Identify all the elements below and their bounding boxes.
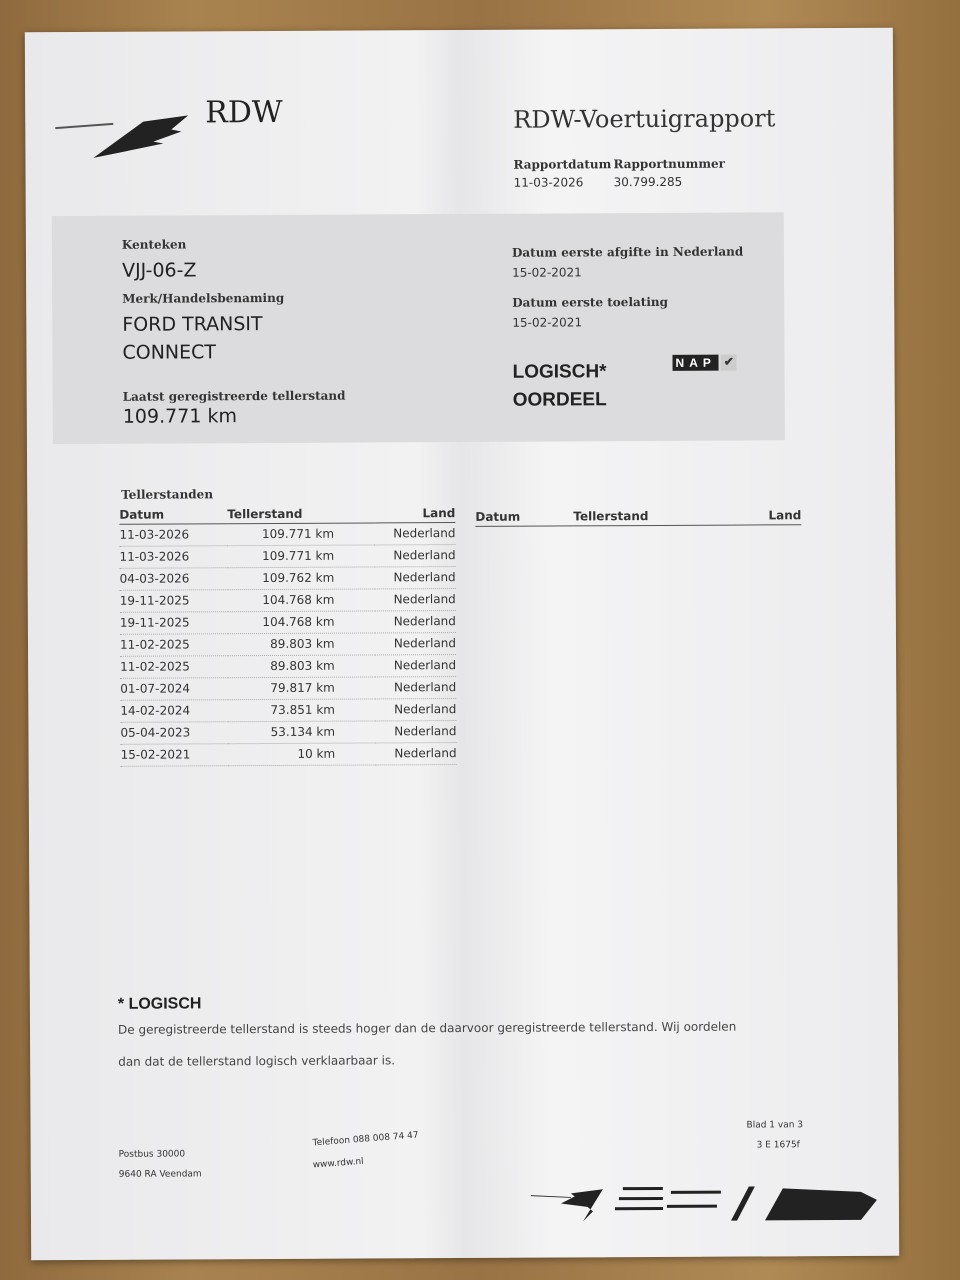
cell-land: Nederland	[374, 589, 456, 611]
document-page	[25, 28, 899, 1261]
table-row	[120, 677, 456, 701]
cell-tellerstand: 53.134 km	[228, 721, 375, 744]
merk-line2: CONNECT	[122, 341, 217, 364]
footer-web[interactable]: www.rdw.nl	[312, 1156, 365, 1171]
cell-datum: 11-02-2025	[120, 656, 228, 679]
table-row	[121, 743, 457, 767]
col-tellerstand: Tellerstand	[573, 507, 732, 526]
kenteken-label: Kenteken	[121, 237, 187, 252]
rapportnummer: 30.799.285	[613, 174, 683, 190]
col-datum: Datum	[475, 507, 573, 526]
footer-code: 3 E 1675f	[756, 1140, 800, 1151]
oordeel-line2: OORDEEL	[512, 389, 607, 411]
afgifte-label: Datum eerste afgifte in Nederland	[511, 244, 744, 260]
cell-tellerstand: 79.817 km	[228, 677, 375, 700]
cell-datum: 14-02-2024	[120, 700, 228, 723]
cell-land: Nederland	[375, 743, 457, 765]
cell-tellerstand: 89.803 km	[228, 655, 375, 678]
oordeel-line1: LOGISCH*	[512, 361, 607, 383]
brand-name: RDW	[205, 94, 283, 131]
table-row	[120, 611, 456, 635]
cell-land: Nederland	[374, 545, 456, 567]
cell-datum: 01-07-2024	[120, 678, 228, 701]
kenteken: VJJ-06-Z	[121, 259, 197, 282]
col-land: Land	[732, 506, 802, 525]
tellerstanden-title: Tellerstanden	[121, 487, 214, 502]
note-title: * LOGISCH	[117, 995, 202, 1013]
cell-tellerstand: 109.771 km	[227, 545, 374, 568]
cell-datum: 05-04-2023	[120, 722, 228, 745]
cell-datum: 04-03-2026	[120, 568, 228, 591]
table-row	[120, 721, 456, 745]
cell-land: Nederland	[374, 523, 456, 545]
rdw-logo-icon	[53, 101, 193, 162]
cell-land: Nederland	[375, 721, 457, 743]
footer-page: Blad 1 van 3	[746, 1120, 804, 1131]
cell-tellerstand: 104.768 km	[228, 611, 375, 634]
rdw-stripe-logo-icon	[531, 1180, 881, 1232]
cell-tellerstand: 109.762 km	[228, 567, 375, 590]
checkmark-icon: ✔	[721, 355, 737, 371]
cell-land: Nederland	[375, 655, 457, 677]
cell-land: Nederland	[374, 567, 456, 589]
table-row	[120, 633, 456, 657]
report-title: RDW-Voertuigrapport	[513, 104, 776, 134]
merk-label: Merk/Handelsbenaming	[122, 290, 285, 306]
cell-land: Nederland	[375, 699, 457, 721]
table-row	[120, 655, 456, 679]
table-row	[119, 545, 455, 569]
cell-land: Nederland	[374, 611, 456, 633]
cell-tellerstand: 10 km	[229, 743, 376, 766]
cell-datum: 11-03-2026	[119, 546, 227, 569]
rapportnummer-label: Rapportnummer	[613, 156, 726, 172]
cell-tellerstand: 104.768 km	[228, 589, 375, 612]
table-row	[120, 699, 456, 723]
teller-label: Laatst geregistreerde tellerstand	[122, 388, 346, 404]
toelating-label: Datum eerste toelating	[512, 294, 669, 310]
cell-datum: 11-02-2025	[120, 634, 228, 657]
merk-line1: FORD TRANSIT	[122, 313, 263, 336]
cell-tellerstand: 109.771 km	[227, 523, 374, 546]
col-datum: Datum	[119, 505, 227, 524]
nap-badge: NAP ✔	[672, 355, 736, 371]
toelating-date: 15-02-2021	[512, 315, 583, 330]
cell-tellerstand: 89.803 km	[228, 633, 375, 656]
cell-land: Nederland	[375, 633, 457, 655]
cell-datum: 19-11-2025	[120, 590, 228, 613]
note-text: De geregistreerde tellerstand is steeds hoger dan de daarvoor geregistreerde tellerstand. Wij oordelen dan dat de tellerstand logisch verklaarbaar is.	[117, 1019, 737, 1069]
table-row	[120, 589, 456, 613]
table-row	[119, 523, 455, 547]
teller-value: 109.771 km	[122, 405, 237, 428]
tellerstanden-table-2	[475, 506, 801, 527]
footer-postbus: Postbus 30000	[118, 1149, 186, 1160]
footer-city: 9640 RA Veendam	[118, 1169, 202, 1180]
col-land: Land	[374, 504, 455, 523]
cell-tellerstand: 73.851 km	[228, 699, 375, 722]
footer-phone: Telefoon 088 008 74 47	[312, 1130, 419, 1149]
table-row	[120, 567, 456, 591]
rapportdatum-label: Rapportdatum	[513, 157, 612, 172]
afgifte-date: 15-02-2021	[512, 265, 582, 280]
cell-land: Nederland	[375, 677, 457, 699]
col-tellerstand: Tellerstand	[227, 504, 374, 523]
tellerstanden-table	[119, 504, 456, 767]
cell-datum: 19-11-2025	[120, 612, 228, 635]
cell-datum: 11-03-2026	[119, 524, 227, 547]
cell-datum: 15-02-2021	[121, 744, 229, 767]
rapportdatum: 11-03-2026	[513, 175, 584, 190]
